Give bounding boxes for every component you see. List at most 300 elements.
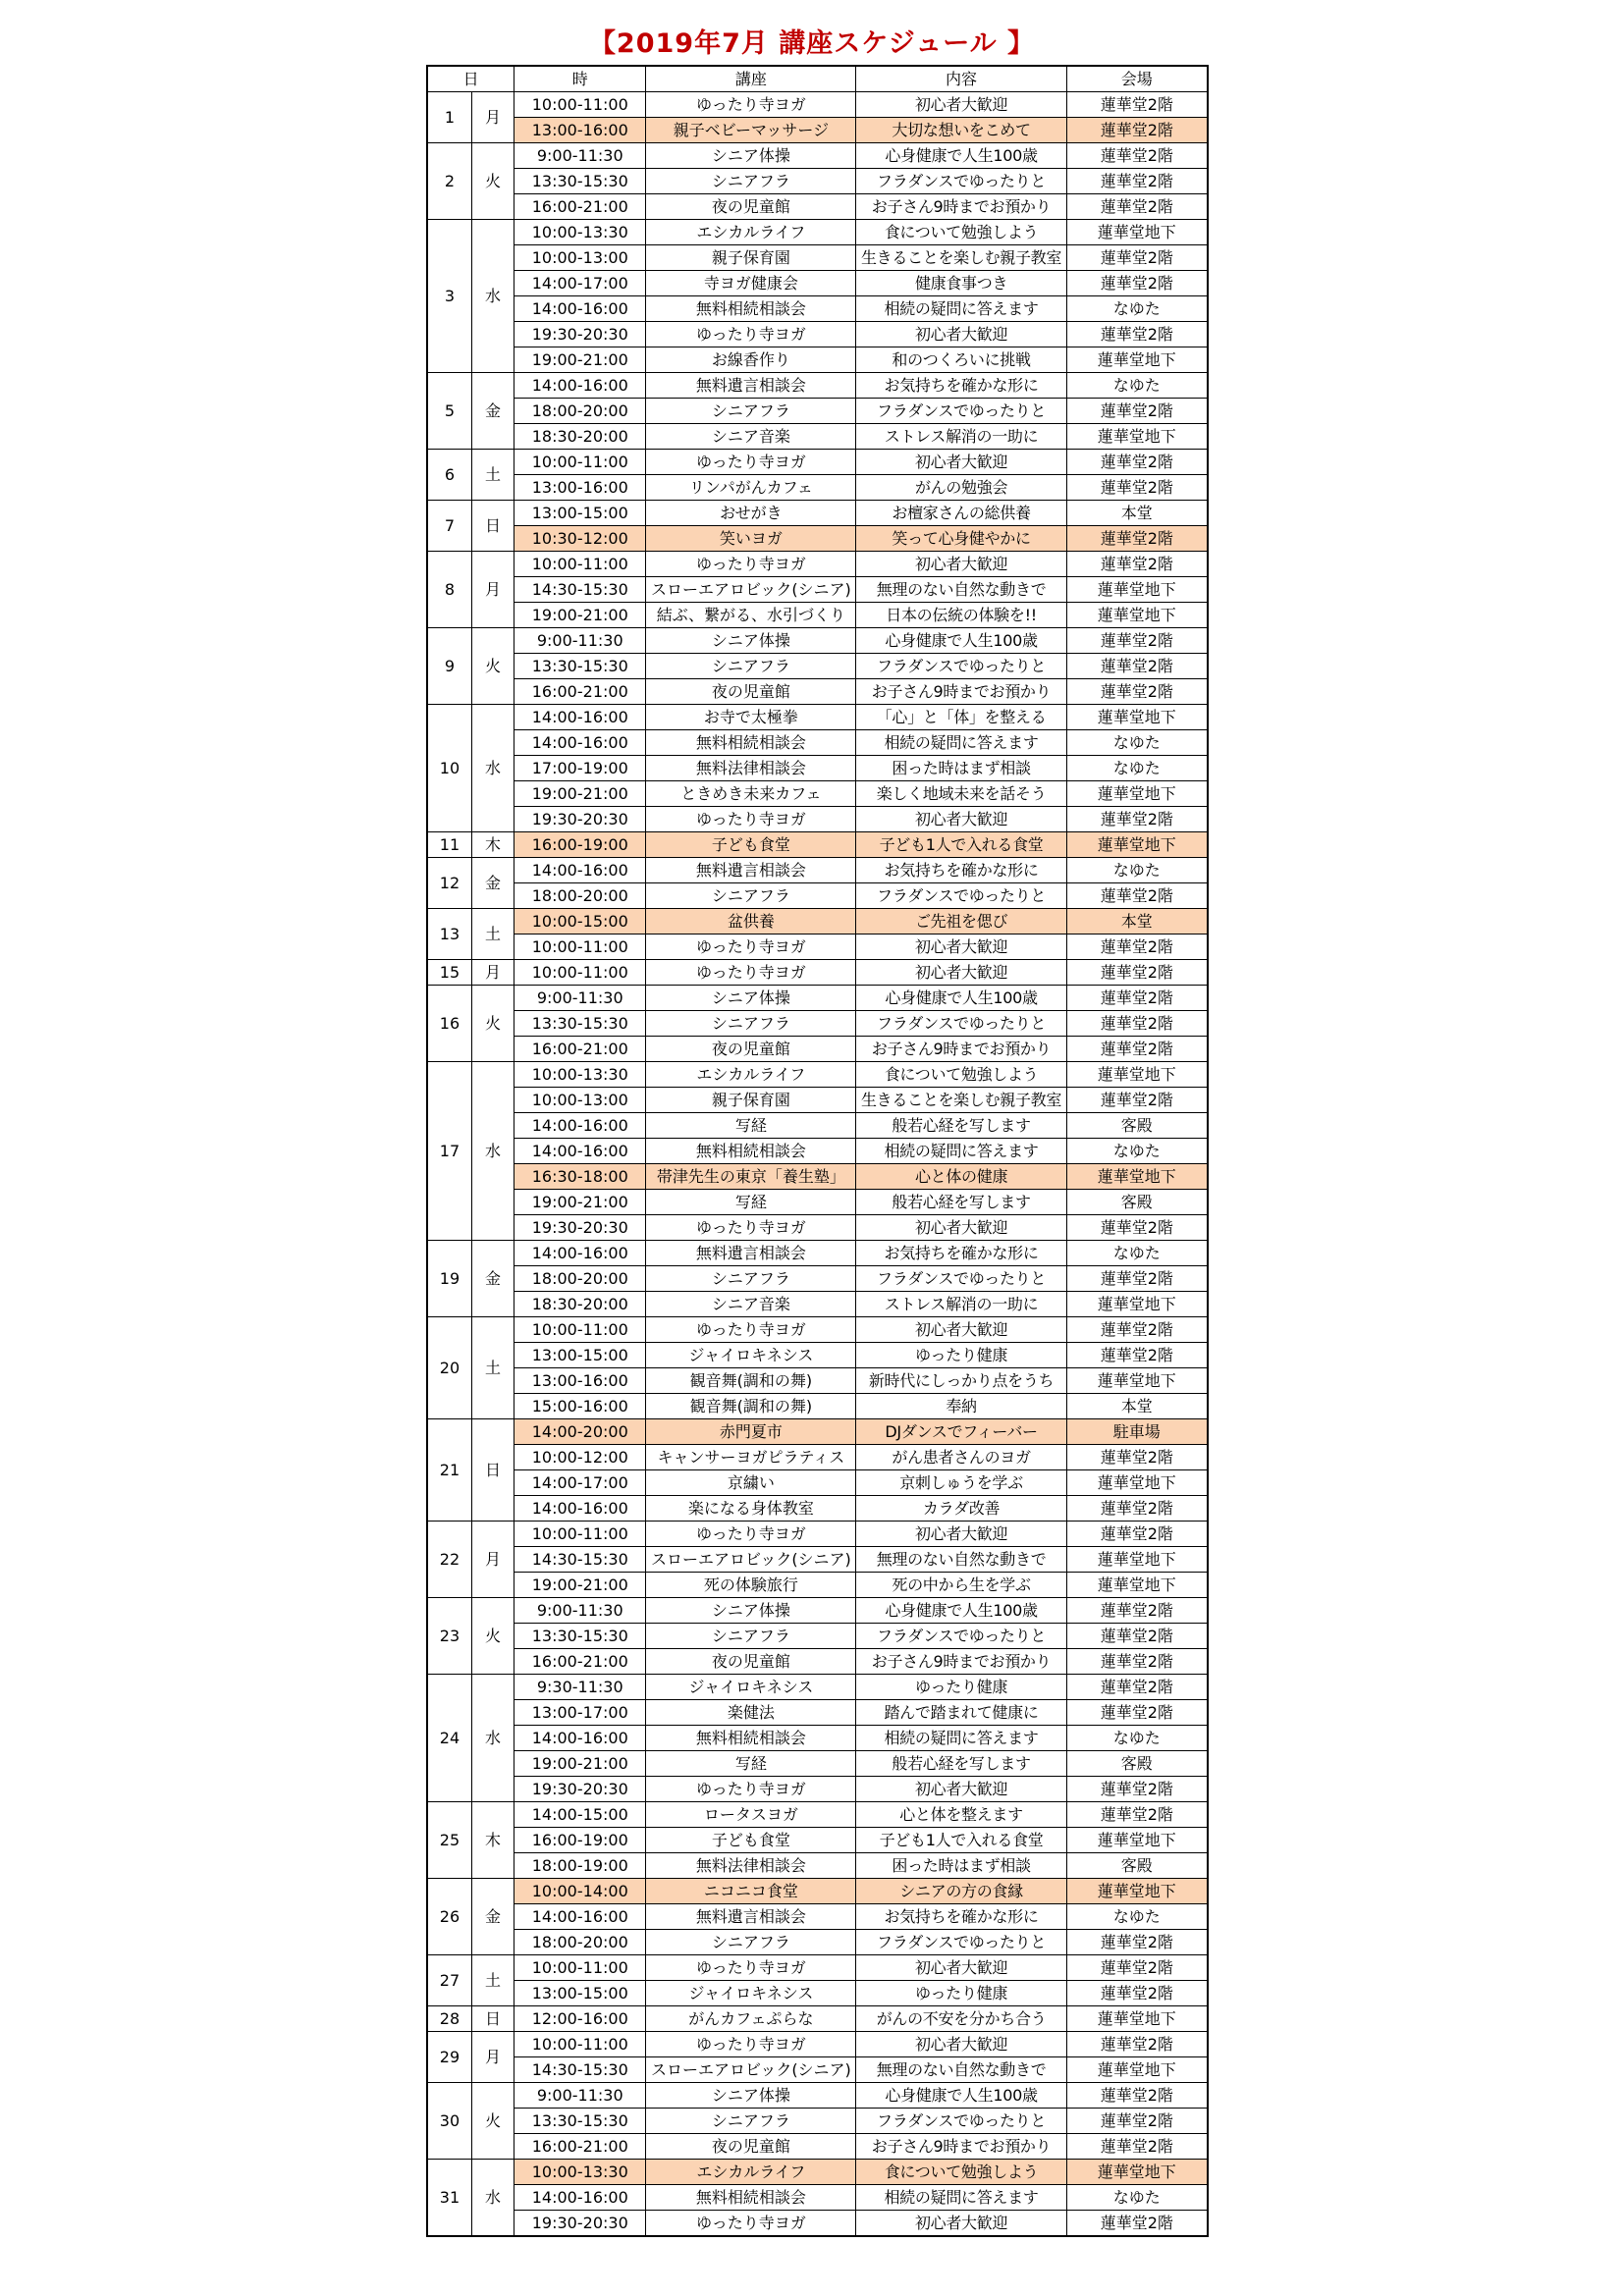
event-description: 新時代にしっかり点をうち	[856, 1368, 1066, 1394]
event-name: お寺で太極拳	[646, 705, 856, 730]
table-row	[427, 1139, 1208, 1164]
event-time: 18:00-20:00	[514, 399, 646, 424]
event-time: 14:30-15:30	[514, 1547, 646, 1573]
event-venue: 蓮華堂2階	[1066, 475, 1208, 501]
event-name: ロータスヨガ	[646, 1802, 856, 1828]
event-venue: 蓮華堂地下	[1066, 781, 1208, 807]
event-venue: 蓮華堂2階	[1066, 1266, 1208, 1292]
event-name: がんカフェぷらな	[646, 2006, 856, 2032]
event-name: ゆったり寺ヨガ	[646, 1522, 856, 1547]
table-row	[427, 1266, 1208, 1292]
day-number: 1	[427, 92, 471, 143]
header-venue: 会場	[1066, 66, 1208, 92]
event-time: 9:30-11:30	[514, 1675, 646, 1700]
event-time: 10:00-11:00	[514, 960, 646, 986]
event-name: 無料遺言相談会	[646, 1904, 856, 1930]
event-description: フラダンスでゆったりと	[856, 1266, 1066, 1292]
day-number: 31	[427, 2160, 471, 2237]
event-venue: 蓮華堂地下	[1066, 577, 1208, 603]
event-time: 10:00-11:00	[514, 1317, 646, 1343]
table-row	[427, 1726, 1208, 1751]
event-description: 子ども1人で入れる食堂	[856, 832, 1066, 858]
event-description: フラダンスでゆったりと	[856, 883, 1066, 909]
event-description: 和のつくろいに挑戦	[856, 347, 1066, 373]
event-time: 16:00-21:00	[514, 679, 646, 705]
event-name: シニア音楽	[646, 424, 856, 450]
table-row	[427, 169, 1208, 194]
event-description: がんの勉強会	[856, 475, 1066, 501]
event-venue: 蓮華堂2階	[1066, 1011, 1208, 1037]
table-row	[427, 654, 1208, 679]
event-venue: 蓮華堂地下	[1066, 2057, 1208, 2083]
event-time: 14:00-15:00	[514, 1802, 646, 1828]
event-venue: なゆた	[1066, 2185, 1208, 2211]
event-time: 15:00-16:00	[514, 1394, 646, 1419]
table-row	[427, 1241, 1208, 1266]
day-number: 16	[427, 986, 471, 1062]
event-name: 観音舞(調和の舞)	[646, 1394, 856, 1419]
event-time: 9:00-11:30	[514, 628, 646, 654]
header-day: 日	[427, 66, 514, 92]
event-name: 無料遺言相談会	[646, 373, 856, 399]
event-name: 写経	[646, 1751, 856, 1777]
header-course: 講座	[646, 66, 856, 92]
event-name: ゆったり寺ヨガ	[646, 1955, 856, 1981]
event-description: 初心者大歓迎	[856, 934, 1066, 960]
day-number: 25	[427, 1802, 471, 1879]
event-venue: なゆた	[1066, 858, 1208, 883]
event-description: 相続の疑問に答えます	[856, 730, 1066, 756]
table-row	[427, 1598, 1208, 1624]
event-name: ニコニコ食堂	[646, 1879, 856, 1904]
table-row	[427, 1496, 1208, 1522]
event-description: フラダンスでゆったりと	[856, 169, 1066, 194]
table-row	[427, 1037, 1208, 1062]
table-row	[427, 1981, 1208, 2006]
day-of-week: 水	[471, 220, 514, 373]
event-description: 相続の疑問に答えます	[856, 296, 1066, 322]
event-time: 10:00-15:00	[514, 909, 646, 934]
table-row	[427, 858, 1208, 883]
event-venue: 蓮華堂2階	[1066, 2109, 1208, 2134]
event-description: お気持ちを確かな形に	[856, 858, 1066, 883]
event-description: 心身健康で人生100歳	[856, 986, 1066, 1011]
event-description: 食について勉強しよう	[856, 2160, 1066, 2185]
event-name: 夜の児童館	[646, 1037, 856, 1062]
table-row	[427, 1777, 1208, 1802]
event-time: 13:30-15:30	[514, 1011, 646, 1037]
event-time: 14:00-17:00	[514, 271, 646, 296]
event-name: 赤門夏市	[646, 1419, 856, 1445]
event-venue: 蓮華堂2階	[1066, 1522, 1208, 1547]
event-venue: 蓮華堂2階	[1066, 654, 1208, 679]
event-time: 19:30-20:30	[514, 1777, 646, 1802]
event-name: スローエアロビック(シニア)	[646, 2057, 856, 2083]
event-name: ゆったり寺ヨガ	[646, 934, 856, 960]
event-description: 生きることを楽しむ親子教室	[856, 245, 1066, 271]
event-description: 生きることを楽しむ親子教室	[856, 1088, 1066, 1113]
event-venue: 蓮華堂2階	[1066, 322, 1208, 347]
event-name: 親子保育園	[646, 1088, 856, 1113]
day-number: 8	[427, 552, 471, 628]
table-row	[427, 1853, 1208, 1879]
event-venue: 蓮華堂地下	[1066, 832, 1208, 858]
table-row	[427, 628, 1208, 654]
table-row	[427, 1062, 1208, 1088]
event-venue: 蓮華堂2階	[1066, 807, 1208, 832]
table-row	[427, 475, 1208, 501]
event-time: 16:30-18:00	[514, 1164, 646, 1190]
event-time: 14:00-16:00	[514, 296, 646, 322]
table-row	[427, 296, 1208, 322]
day-number: 20	[427, 1317, 471, 1419]
event-description: 楽しく地域未来を話そう	[856, 781, 1066, 807]
event-time: 19:00-21:00	[514, 603, 646, 628]
day-of-week: 水	[471, 1062, 514, 1241]
day-of-week: 火	[471, 2083, 514, 2160]
event-time: 19:00-21:00	[514, 347, 646, 373]
event-venue: 客殿	[1066, 1853, 1208, 1879]
event-name: 写経	[646, 1190, 856, 1215]
event-venue: なゆた	[1066, 1241, 1208, 1266]
event-time: 10:00-11:00	[514, 1955, 646, 1981]
day-of-week: 水	[471, 1675, 514, 1802]
event-name: シニアフラ	[646, 399, 856, 424]
day-of-week: 土	[471, 909, 514, 960]
event-venue: 客殿	[1066, 1113, 1208, 1139]
event-time: 13:00-15:00	[514, 1343, 646, 1368]
event-name: 京繍い	[646, 1470, 856, 1496]
event-time: 13:30-15:30	[514, 1624, 646, 1649]
event-description: ゆったり健康	[856, 1981, 1066, 2006]
event-description: お子さん9時までお預かり	[856, 1037, 1066, 1062]
event-time: 13:00-16:00	[514, 118, 646, 143]
event-name: シニアフラ	[646, 2109, 856, 2134]
event-venue: 蓮華堂地下	[1066, 1062, 1208, 1088]
event-venue: 蓮華堂2階	[1066, 960, 1208, 986]
table-row	[427, 807, 1208, 832]
event-description: 初心者大歓迎	[856, 322, 1066, 347]
table-row	[427, 832, 1208, 858]
event-name: リンパがんカフェ	[646, 475, 856, 501]
table-row	[427, 2032, 1208, 2057]
event-name: 無料相続相談会	[646, 730, 856, 756]
event-venue: 蓮華堂2階	[1066, 1777, 1208, 1802]
event-venue: 本堂	[1066, 909, 1208, 934]
event-venue: 蓮華堂2階	[1066, 1317, 1208, 1343]
day-of-week: 水	[471, 705, 514, 832]
table-row	[427, 1317, 1208, 1343]
event-venue: 蓮華堂地下	[1066, 2006, 1208, 2032]
event-venue: 蓮華堂2階	[1066, 1930, 1208, 1955]
event-description: フラダンスでゆったりと	[856, 2109, 1066, 2134]
day-of-week: 木	[471, 1802, 514, 1879]
day-number: 11	[427, 832, 471, 858]
event-time: 10:00-13:30	[514, 220, 646, 245]
event-venue: 蓮華堂地下	[1066, 1292, 1208, 1317]
event-venue: 蓮華堂2階	[1066, 399, 1208, 424]
event-name: 無料相続相談会	[646, 1139, 856, 1164]
day-number: 3	[427, 220, 471, 373]
day-number: 28	[427, 2006, 471, 2032]
event-description: 相続の疑問に答えます	[856, 1139, 1066, 1164]
event-name: ゆったり寺ヨガ	[646, 807, 856, 832]
event-venue: 蓮華堂2階	[1066, 1496, 1208, 1522]
event-time: 10:00-13:00	[514, 245, 646, 271]
event-name: スローエアロビック(シニア)	[646, 577, 856, 603]
event-description: お子さん9時までお預かり	[856, 2134, 1066, 2160]
event-description: 初心者大歓迎	[856, 2211, 1066, 2237]
event-name: 子ども食堂	[646, 832, 856, 858]
day-of-week: 火	[471, 1598, 514, 1675]
table-row	[427, 1904, 1208, 1930]
event-name: エシカルライフ	[646, 220, 856, 245]
event-name: シニア体操	[646, 2083, 856, 2109]
day-number: 15	[427, 960, 471, 986]
event-description: ストレス解消の一助に	[856, 424, 1066, 450]
event-time: 14:00-16:00	[514, 373, 646, 399]
table-row	[427, 1675, 1208, 1700]
event-description: 奉納	[856, 1394, 1066, 1419]
table-row	[427, 934, 1208, 960]
event-venue: 蓮華堂地下	[1066, 603, 1208, 628]
event-venue: 蓮華堂2階	[1066, 1598, 1208, 1624]
event-description: お檀家さんの総供養	[856, 501, 1066, 526]
event-venue: 蓮華堂2階	[1066, 271, 1208, 296]
event-venue: 蓮華堂2階	[1066, 169, 1208, 194]
table-row	[427, 2109, 1208, 2134]
day-of-week: 土	[471, 1955, 514, 2006]
event-time: 14:00-16:00	[514, 1496, 646, 1522]
table-row	[427, 730, 1208, 756]
day-of-week: 金	[471, 1879, 514, 1955]
table-row	[427, 2211, 1208, 2237]
day-number: 22	[427, 1522, 471, 1598]
day-number: 21	[427, 1419, 471, 1522]
table-row	[427, 143, 1208, 169]
event-venue: 蓮華堂2階	[1066, 194, 1208, 220]
day-number: 12	[427, 858, 471, 909]
event-venue: 蓮華堂2階	[1066, 1700, 1208, 1726]
event-name: 子ども食堂	[646, 1828, 856, 1853]
event-venue: 蓮華堂地下	[1066, 1470, 1208, 1496]
event-name: シニアフラ	[646, 1266, 856, 1292]
event-name: シニア体操	[646, 986, 856, 1011]
event-description: フラダンスでゆったりと	[856, 654, 1066, 679]
day-number: 19	[427, 1241, 471, 1317]
event-description: 心身健康で人生100歳	[856, 143, 1066, 169]
day-number: 5	[427, 373, 471, 450]
event-name: 寺ヨガ健康会	[646, 271, 856, 296]
event-description: 「心」と「体」を整える	[856, 705, 1066, 730]
event-name: シニアフラ	[646, 1930, 856, 1955]
event-name: 無料相続相談会	[646, 296, 856, 322]
table-row	[427, 526, 1208, 552]
table-row	[427, 2083, 1208, 2109]
event-venue: 蓮華堂2階	[1066, 1215, 1208, 1241]
table-row	[427, 986, 1208, 1011]
event-venue: 蓮華堂2階	[1066, 1088, 1208, 1113]
event-venue: 蓮華堂2階	[1066, 1343, 1208, 1368]
event-name: 結ぶ、繋がる、水引づくり	[646, 603, 856, 628]
event-time: 17:00-19:00	[514, 756, 646, 781]
event-time: 14:00-20:00	[514, 1419, 646, 1445]
event-description: 般若心経を写します	[856, 1190, 1066, 1215]
event-time: 18:00-20:00	[514, 1930, 646, 1955]
day-of-week: 土	[471, 1317, 514, 1419]
event-time: 19:00-21:00	[514, 1573, 646, 1598]
event-name: シニアフラ	[646, 1011, 856, 1037]
event-description: カラダ改善	[856, 1496, 1066, 1522]
event-name: シニア体操	[646, 1598, 856, 1624]
event-name: ゆったり寺ヨガ	[646, 1215, 856, 1241]
event-venue: 蓮華堂地下	[1066, 1828, 1208, 1853]
header-row	[427, 66, 1208, 92]
event-time: 13:30-15:30	[514, 2109, 646, 2134]
event-description: DJダンスでフィーバー	[856, 1419, 1066, 1445]
day-of-week: 水	[471, 2160, 514, 2237]
event-time: 16:00-21:00	[514, 2134, 646, 2160]
day-of-week: 火	[471, 143, 514, 220]
table-row	[427, 1164, 1208, 1190]
event-venue: 蓮華堂地下	[1066, 1547, 1208, 1573]
table-row	[427, 1445, 1208, 1470]
event-time: 10:00-11:00	[514, 92, 646, 118]
event-description: フラダンスでゆったりと	[856, 1011, 1066, 1037]
event-description: 無理のない自然な動きで	[856, 2057, 1066, 2083]
table-row	[427, 271, 1208, 296]
event-time: 13:00-16:00	[514, 475, 646, 501]
event-description: 困った時はまず相談	[856, 1853, 1066, 1879]
event-venue: 蓮華堂2階	[1066, 2134, 1208, 2160]
schedule-header	[427, 66, 1208, 92]
table-row	[427, 347, 1208, 373]
table-row	[427, 705, 1208, 730]
event-description: 無理のない自然な動きで	[856, 1547, 1066, 1573]
event-time: 18:30-20:00	[514, 424, 646, 450]
page-title: 【2019年7月 講座スケジュール 】	[588, 28, 1036, 59]
event-time: 18:00-20:00	[514, 883, 646, 909]
event-description: 心身健康で人生100歳	[856, 628, 1066, 654]
event-time: 19:30-20:30	[514, 322, 646, 347]
event-venue: 蓮華堂2階	[1066, 2211, 1208, 2237]
event-venue: 蓮華堂地下	[1066, 220, 1208, 245]
day-of-week: 月	[471, 92, 514, 143]
table-row	[427, 2185, 1208, 2211]
event-time: 9:00-11:30	[514, 1598, 646, 1624]
event-time: 14:00-16:00	[514, 1139, 646, 1164]
day-of-week: 月	[471, 960, 514, 986]
event-name: 親子保育園	[646, 245, 856, 271]
event-time: 14:00-16:00	[514, 1113, 646, 1139]
event-venue: 客殿	[1066, 1751, 1208, 1777]
event-venue: 蓮華堂2階	[1066, 1802, 1208, 1828]
event-description: 無理のない自然な動きで	[856, 577, 1066, 603]
event-name: ジャイロキネシス	[646, 1343, 856, 1368]
header-time: 時	[514, 66, 646, 92]
event-name: 無料遺言相談会	[646, 1241, 856, 1266]
event-name: シニアフラ	[646, 654, 856, 679]
table-row	[427, 1368, 1208, 1394]
event-description: ストレス解消の一助に	[856, 1292, 1066, 1317]
event-venue: 蓮華堂地下	[1066, 1164, 1208, 1190]
event-description: 初心者大歓迎	[856, 1522, 1066, 1547]
event-name: おせがき	[646, 501, 856, 526]
table-row	[427, 1011, 1208, 1037]
table-row	[427, 92, 1208, 118]
event-description: 子ども1人で入れる食堂	[856, 1828, 1066, 1853]
event-time: 16:00-21:00	[514, 194, 646, 220]
event-venue: なゆた	[1066, 1904, 1208, 1930]
event-description: ゆったり健康	[856, 1675, 1066, 1700]
event-time: 14:00-16:00	[514, 2185, 646, 2211]
day-number: 24	[427, 1675, 471, 1802]
event-description: お子さん9時までお預かり	[856, 679, 1066, 705]
event-name: 写経	[646, 1113, 856, 1139]
table-row	[427, 603, 1208, 628]
event-name: 夜の児童館	[646, 679, 856, 705]
event-name: 無料法律相談会	[646, 756, 856, 781]
event-description: 相続の疑問に答えます	[856, 1726, 1066, 1751]
day-of-week: 日	[471, 501, 514, 552]
table-row	[427, 1955, 1208, 1981]
event-time: 10:00-12:00	[514, 1445, 646, 1470]
table-row	[427, 1649, 1208, 1675]
event-description: 心身健康で人生100歳	[856, 2083, 1066, 2109]
event-time: 10:00-11:00	[514, 1522, 646, 1547]
event-description: 初心者大歓迎	[856, 960, 1066, 986]
event-description: ゆったり健康	[856, 1343, 1066, 1368]
table-row	[427, 1700, 1208, 1726]
event-time: 14:00-16:00	[514, 858, 646, 883]
event-time: 19:30-20:30	[514, 807, 646, 832]
event-description: 踏んで踏まれて健康に	[856, 1700, 1066, 1726]
table-row	[427, 1343, 1208, 1368]
event-venue: 本堂	[1066, 1394, 1208, 1419]
table-row	[427, 781, 1208, 807]
table-row	[427, 756, 1208, 781]
table-row	[427, 322, 1208, 347]
event-name: 楽になる身体教室	[646, 1496, 856, 1522]
event-time: 13:00-16:00	[514, 1368, 646, 1394]
event-name: キャンサーヨガピラティス	[646, 1445, 856, 1470]
event-venue: 蓮華堂2階	[1066, 883, 1208, 909]
event-time: 10:00-13:30	[514, 2160, 646, 2185]
table-row	[427, 1215, 1208, 1241]
table-row	[427, 552, 1208, 577]
event-venue: 蓮華堂2階	[1066, 1955, 1208, 1981]
event-venue: 蓮華堂2階	[1066, 1445, 1208, 1470]
table-row	[427, 399, 1208, 424]
event-name: 無料法律相談会	[646, 1853, 856, 1879]
event-venue: 蓮華堂地下	[1066, 424, 1208, 450]
table-row	[427, 1419, 1208, 1445]
day-number: 2	[427, 143, 471, 220]
event-description: 健康食事つき	[856, 271, 1066, 296]
event-time: 10:00-11:00	[514, 450, 646, 475]
table-row	[427, 450, 1208, 475]
event-description: 食について勉強しよう	[856, 1062, 1066, 1088]
event-time: 16:00-19:00	[514, 1828, 646, 1853]
event-venue: 蓮華堂2階	[1066, 1624, 1208, 1649]
day-number: 29	[427, 2032, 471, 2083]
event-venue: 蓮華堂地下	[1066, 1368, 1208, 1394]
table-row	[427, 1292, 1208, 1317]
header-content: 内容	[856, 66, 1066, 92]
event-venue: 蓮華堂地下	[1066, 1879, 1208, 1904]
event-time: 18:30-20:00	[514, 1292, 646, 1317]
table-row	[427, 883, 1208, 909]
